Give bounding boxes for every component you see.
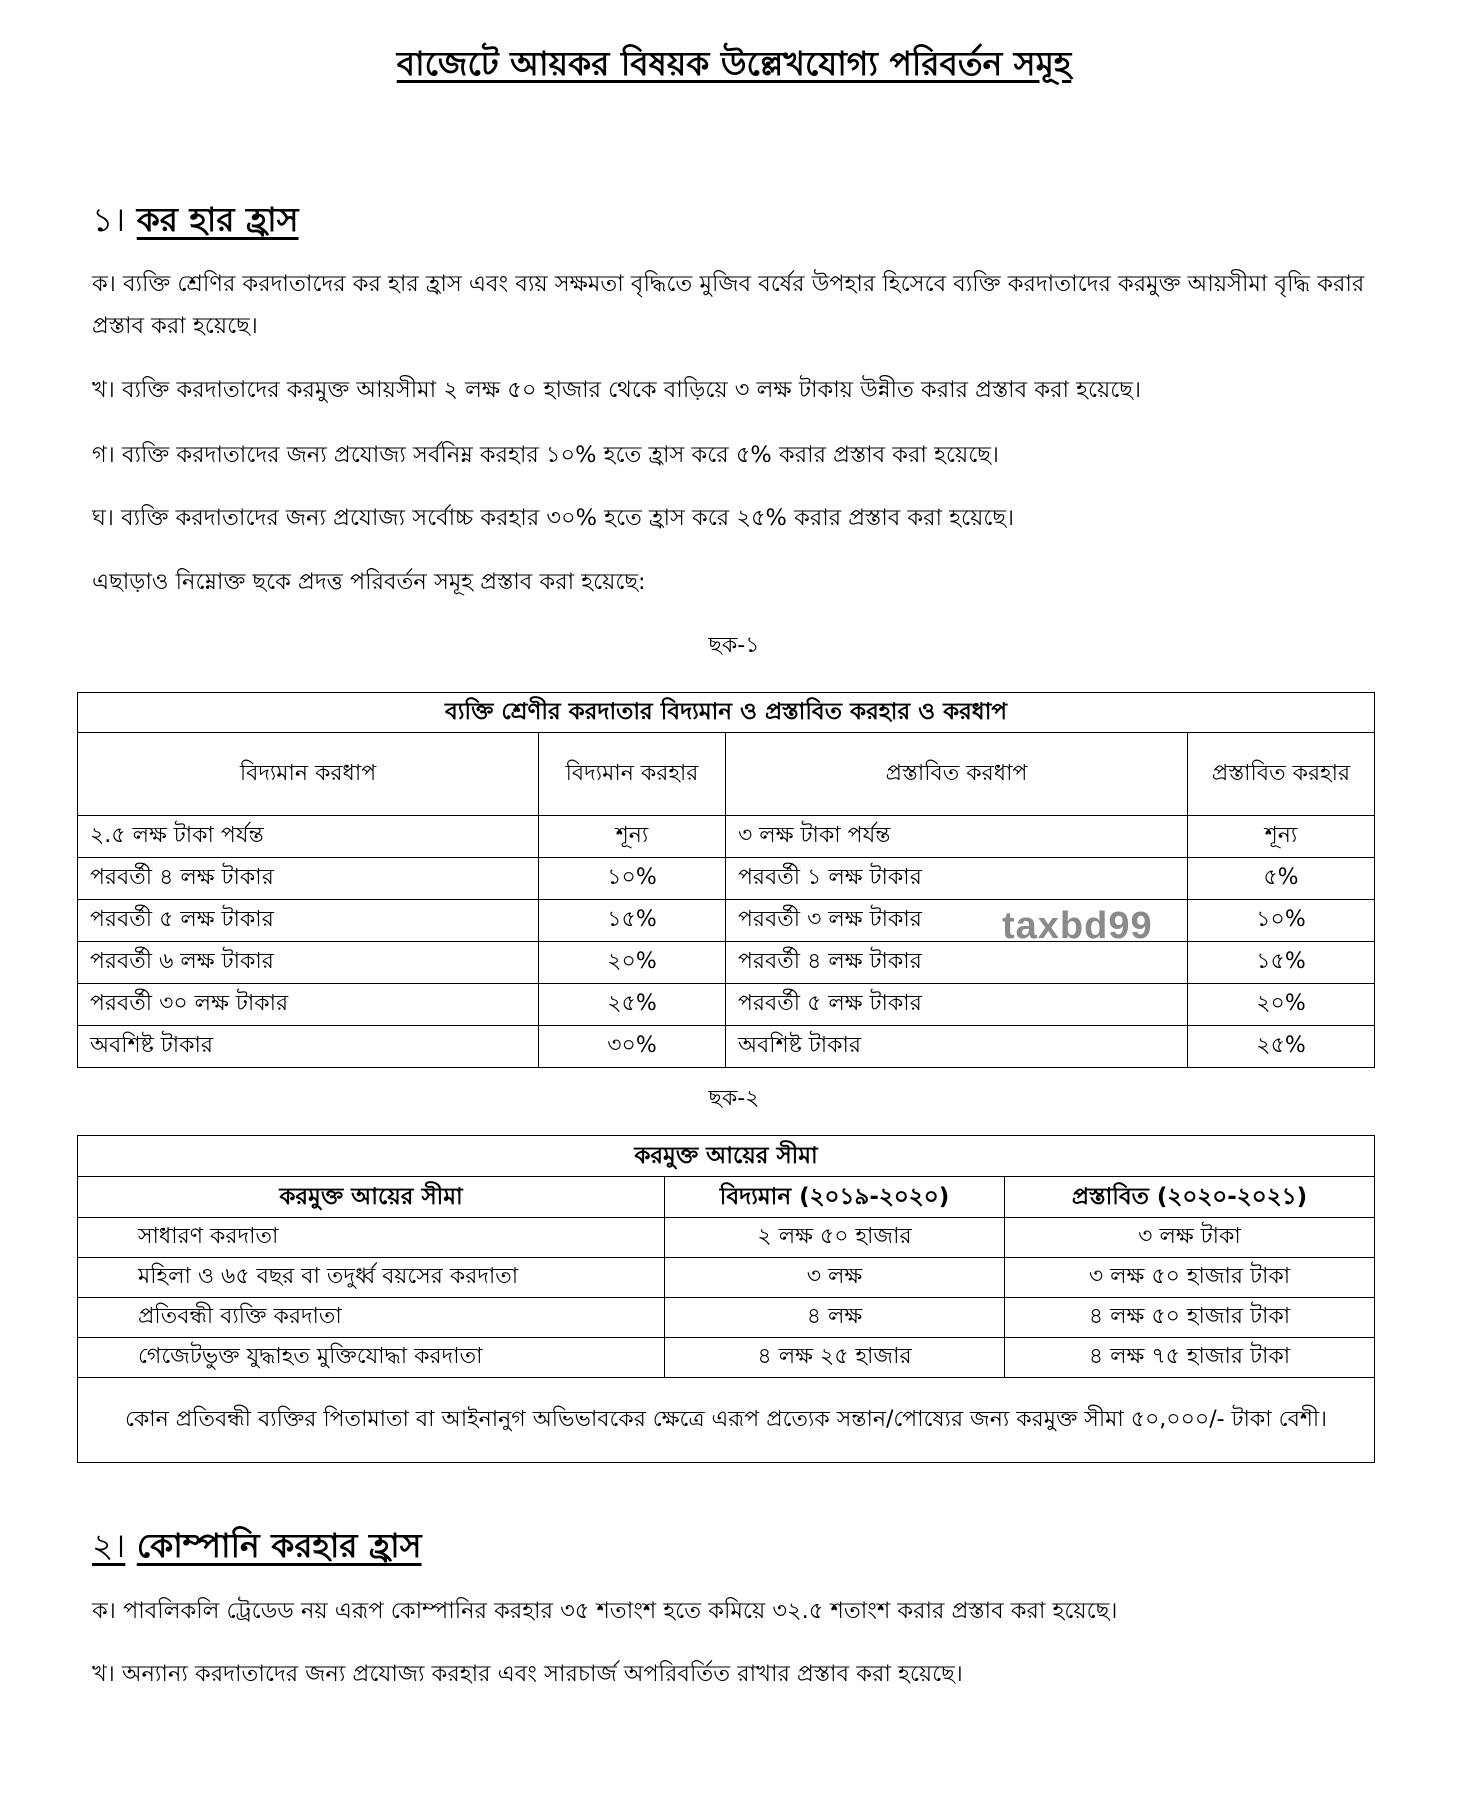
tax-rate-table (77, 692, 1375, 1068)
existing-slab: অবশিষ্ট টাকার (78, 1026, 539, 1068)
existing-rate: ৩০% (539, 1026, 726, 1068)
table-2-header: বিদ্যমান (২০১৯-২০২০) (665, 1177, 1005, 1218)
proposed-slab: ৩ লক্ষ টাকা পর্যন্ত (726, 816, 1188, 858)
tax-free-limit-table (77, 1135, 1375, 1463)
table-2-header: করমুক্ত আয়ের সীমা (78, 1177, 665, 1218)
table-1-header: বিদ্যমান করধাপ (78, 733, 539, 816)
existing-limit: ৪ লক্ষ ২৫ হাজার (665, 1338, 1005, 1378)
proposed-rate: শূন্য (1188, 816, 1375, 858)
table-2-header: প্রস্তাবিত (২০২০-২০২১) (1005, 1177, 1375, 1218)
table-row (78, 1338, 1375, 1378)
section-1-heading (92, 194, 299, 250)
table-1-header: বিদ্যমান করহার (539, 733, 726, 816)
existing-slab: পরবর্তী ৫ লক্ষ টাকার (78, 900, 539, 942)
proposed-slab: পরবর্তী ৪ লক্ষ টাকার (726, 942, 1188, 984)
section-2-para-ka: ক। পাবলিকলি ট্রেডেড নয় এরূপ কোম্পানির করহার ৩৫ শতাংশ হতে কমিয়ে ৩২.৫ শতাংশ করার প্রস্তাব করা হয়েছে। (92, 1598, 1118, 1624)
proposed-rate: ১০% (1188, 900, 1375, 942)
existing-limit: ৪ লক্ষ (665, 1298, 1005, 1338)
table-row (78, 900, 1375, 942)
table-row (78, 858, 1375, 900)
section-2-title: কোম্পানি করহার হ্রাস (136, 1526, 422, 1565)
existing-rate: ২৫% (539, 984, 726, 1026)
taxpayer-category: গেজেটভুক্ত যুদ্ধাহত মুক্তিযোদ্ধা করদাতা (78, 1338, 665, 1378)
table-row (78, 1218, 1375, 1258)
proposed-slab: পরবর্তী ৫ লক্ষ টাকার (726, 984, 1188, 1026)
existing-rate: শূন্য (539, 816, 726, 858)
table-1-header: প্রস্তাবিত করহার (1188, 733, 1375, 816)
section-1-para-gha: ঘ। ব্যক্তি করদাতাদের জন্য প্রযোজ্য সর্বোচ্চ করহার ৩০% হতে হ্রাস করে ২৫% করার প্রস্তাব করা হয়েছে। (92, 505, 1015, 531)
table-2-caption: ছক-২ (708, 1086, 760, 1111)
table-row (78, 984, 1375, 1026)
table-1-title: ব্যক্তি শ্রেণীর করদাতার বিদ্যমান ও প্রস্তাবিত করহার ও করধাপ (78, 693, 1375, 733)
existing-slab: ২.৫ লক্ষ টাকা পর্যন্ত (78, 816, 539, 858)
existing-rate: ২০% (539, 942, 726, 984)
existing-slab: পরবর্তী ৬ লক্ষ টাকার (78, 942, 539, 984)
table-2-note: কোন প্রতিবন্ধী ব্যক্তির পিতামাতা বা আইনানুগ অভিভাবকের ক্ষেত্রে এরূপ প্রত্যেক সন্তান/পোষ্যের জন্য করমুক্ত সীমা ৫০,০০০/- টাকা বেশী। (78, 1378, 1375, 1463)
section-1-para-ka: ক। ব্যক্তি শ্রেণির করদাতাদের কর হার হ্রাস এবং ব্যয় সক্ষমতা বৃদ্ধিতে মুজিব বর্ষের উপহার হিসেবে ব্যক্তি করদাতাদের করমুক্ত আয়সীমা বৃদ্ধি করার প্রস্তাব করা হয়েছে। (92, 271, 1365, 339)
table-1-header: প্রস্তাবিত করধাপ (726, 733, 1188, 816)
proposed-limit: ৩ লক্ষ ৫০ হাজার টাকা (1005, 1258, 1375, 1298)
watermark: taxbd99 (1002, 905, 1153, 947)
section-2-heading (92, 1520, 422, 1576)
existing-rate: ১০% (539, 858, 726, 900)
section-2-para-kha: খ। অন্যান্য করদাতাদের জন্য প্রযোজ্য করহার এবং সারচার্জ অপরিবর্তিত রাখার প্রস্তাব করা হয়েছে। (92, 1661, 963, 1687)
proposed-rate: ৫% (1188, 858, 1375, 900)
existing-limit: ৩ লক্ষ (665, 1258, 1005, 1298)
proposed-slab: পরবর্তী ৩ লক্ষ টাকার (726, 900, 1188, 942)
table-row (78, 942, 1375, 984)
section-2-number: ২। (92, 1526, 126, 1565)
section-1-para-ga: গ। ব্যক্তি করদাতাদের জন্য প্রযোজ্য সর্বনিম্ন করহার ১০% হতে হ্রাস করে ৫% করার প্রস্তাব করা হয়েছে। (92, 442, 999, 468)
table-row (78, 816, 1375, 858)
proposed-rate: ২০% (1188, 984, 1375, 1026)
table-row (78, 1258, 1375, 1298)
taxpayer-category: মহিলা ও ৬৫ বছর বা তদুর্ধ্ব বয়সের করদাতা (78, 1258, 665, 1298)
taxpayer-category: সাধারণ করদাতা (78, 1218, 665, 1258)
proposed-limit: ৪ লক্ষ ৭৫ হাজার টাকা (1005, 1338, 1375, 1378)
proposed-rate: ২৫% (1188, 1026, 1375, 1068)
table-2-title: করমুক্ত আয়ের সীমা (78, 1136, 1375, 1177)
existing-slab: পরবর্তী ৩০ লক্ষ টাকার (78, 984, 539, 1026)
proposed-limit: ৪ লক্ষ ৫০ হাজার টাকা (1005, 1298, 1375, 1338)
taxpayer-category: প্রতিবন্ধী ব্যক্তি করদাতা (78, 1298, 665, 1338)
section-1-title: কর হার হ্রাস (136, 200, 299, 239)
proposed-slab: পরবর্তী ১ লক্ষ টাকার (726, 858, 1188, 900)
existing-limit: ২ লক্ষ ৫০ হাজার (665, 1218, 1005, 1258)
section-1-para-extra: এছাড়াও নিম্নোক্ত ছকে প্রদত্ত পরিবর্তন সমূহ প্রস্তাব করা হয়েছে: (92, 569, 646, 595)
proposed-limit: ৩ লক্ষ টাকা (1005, 1218, 1375, 1258)
table-row (78, 1298, 1375, 1338)
proposed-slab: অবশিষ্ট টাকার (726, 1026, 1188, 1068)
table-1-caption: ছক-১ (708, 633, 760, 658)
section-1-number: ১। (92, 200, 126, 239)
existing-rate: ১৫% (539, 900, 726, 942)
existing-slab: পরবর্তী ৪ লক্ষ টাকার (78, 858, 539, 900)
section-1-para-kha: খ। ব্যক্তি করদাতাদের করমুক্ত আয়সীমা ২ লক্ষ ৫০ হাজার থেকে বাড়িয়ে ৩ লক্ষ টাকায় উন্নীত করার প্রস্তাব করা হয়েছে। (92, 377, 1141, 403)
proposed-rate: ১৫% (1188, 942, 1375, 984)
table-row (78, 1026, 1375, 1068)
document-title: বাজেটে আয়কর বিষয়ক উল্লেখযোগ্য পরিবর্তন সমূহ (396, 44, 1072, 83)
